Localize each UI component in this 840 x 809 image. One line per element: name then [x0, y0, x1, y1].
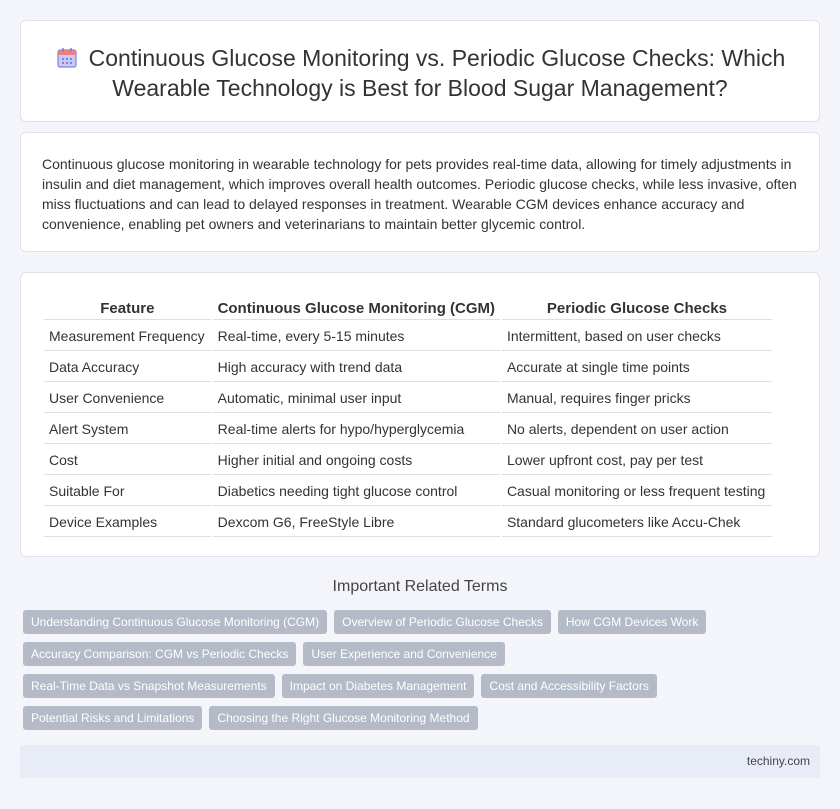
table-row: [44, 384, 772, 413]
row-cgm: Diabetics needing tight glucose control: [213, 477, 500, 506]
table-row: [44, 415, 772, 444]
row-periodic: No alerts, dependent on user action: [502, 415, 772, 444]
row-periodic: Manual, requires finger pricks: [502, 384, 772, 413]
row-cgm: Dexcom G6, FreeStyle Libre: [213, 508, 500, 537]
row-cgm: Real-time, every 5-15 minutes: [213, 322, 500, 351]
header-cgm: Continuous Glucose Monitoring (CGM): [213, 297, 500, 320]
table-row: [44, 508, 772, 537]
table-row: [44, 477, 772, 506]
related-term-tag[interactable]: Overview of Periodic Glucose Checks: [334, 610, 551, 634]
row-periodic: Intermittent, based on user checks: [502, 322, 772, 351]
row-cgm: Automatic, minimal user input: [213, 384, 500, 413]
related-term-tag[interactable]: Choosing the Right Glucose Monitoring Method: [209, 706, 477, 730]
comparison-table: [42, 295, 774, 539]
title-card: [20, 20, 820, 122]
row-cgm: Real-time alerts for hypo/hyperglycemia: [213, 415, 500, 444]
row-periodic: Casual monitoring or less frequent testing: [502, 477, 772, 506]
header-feature: Feature: [44, 297, 211, 320]
calendar-icon: [55, 46, 79, 70]
table-header-row: [44, 297, 772, 320]
row-feature: Measurement Frequency: [44, 322, 211, 351]
footer: [20, 745, 820, 778]
row-periodic: Lower upfront cost, pay per test: [502, 446, 772, 475]
comparison-table-card: [20, 272, 820, 557]
header-periodic: Periodic Glucose Checks: [502, 297, 772, 320]
related-term-tag[interactable]: User Experience and Convenience: [303, 642, 504, 666]
table-row: [44, 353, 772, 382]
related-terms-list: [23, 610, 763, 730]
table-row: [44, 322, 772, 351]
intro-card: [20, 132, 820, 252]
page-title-text: Continuous Glucose Monitoring vs. Periodic Glucose Checks: Which Wearable Technology is Best for Blood Sugar Management?: [88, 45, 786, 101]
row-periodic: Standard glucometers like Accu-Chek: [502, 508, 772, 537]
row-feature: Suitable For: [44, 477, 211, 506]
related-term-tag[interactable]: Understanding Continuous Glucose Monitoring (CGM): [23, 610, 327, 634]
intro-paragraph: Continuous glucose monitoring in wearable technology for pets provides real-time data, allowing for timely adjustments in insulin and diet management, which improves overall health outcomes. Periodic glucose checks, while less invasive, often miss fluctuations and can lead to delayed responses in treatment. Wearable CGM devices enhance accuracy and convenience, enabling pet owners and veterinarians to maintain better glycemic control.: [42, 156, 797, 232]
row-feature: Data Accuracy: [44, 353, 211, 382]
row-feature: Device Examples: [44, 508, 211, 537]
row-cgm: Higher initial and ongoing costs: [213, 446, 500, 475]
row-feature: User Convenience: [44, 384, 211, 413]
related-term-tag[interactable]: Accuracy Comparison: CGM vs Periodic Checks: [23, 642, 296, 666]
row-periodic: Accurate at single time points: [502, 353, 772, 382]
related-term-tag[interactable]: Potential Risks and Limitations: [23, 706, 202, 730]
table-row: [44, 446, 772, 475]
related-terms-heading: Important Related Terms: [332, 578, 508, 595]
related-term-tag[interactable]: Real-Time Data vs Snapshot Measurements: [23, 674, 275, 698]
row-cgm: High accuracy with trend data: [213, 353, 500, 382]
footer-site-link[interactable]: techiny.com: [746, 754, 810, 768]
row-feature: Alert System: [44, 415, 211, 444]
row-feature: Cost: [44, 446, 211, 475]
page-title: [21, 21, 819, 103]
related-term-tag[interactable]: Impact on Diabetes Management: [282, 674, 475, 698]
related-term-tag[interactable]: How CGM Devices Work: [558, 610, 706, 634]
related-term-tag[interactable]: Cost and Accessibility Factors: [481, 674, 656, 698]
